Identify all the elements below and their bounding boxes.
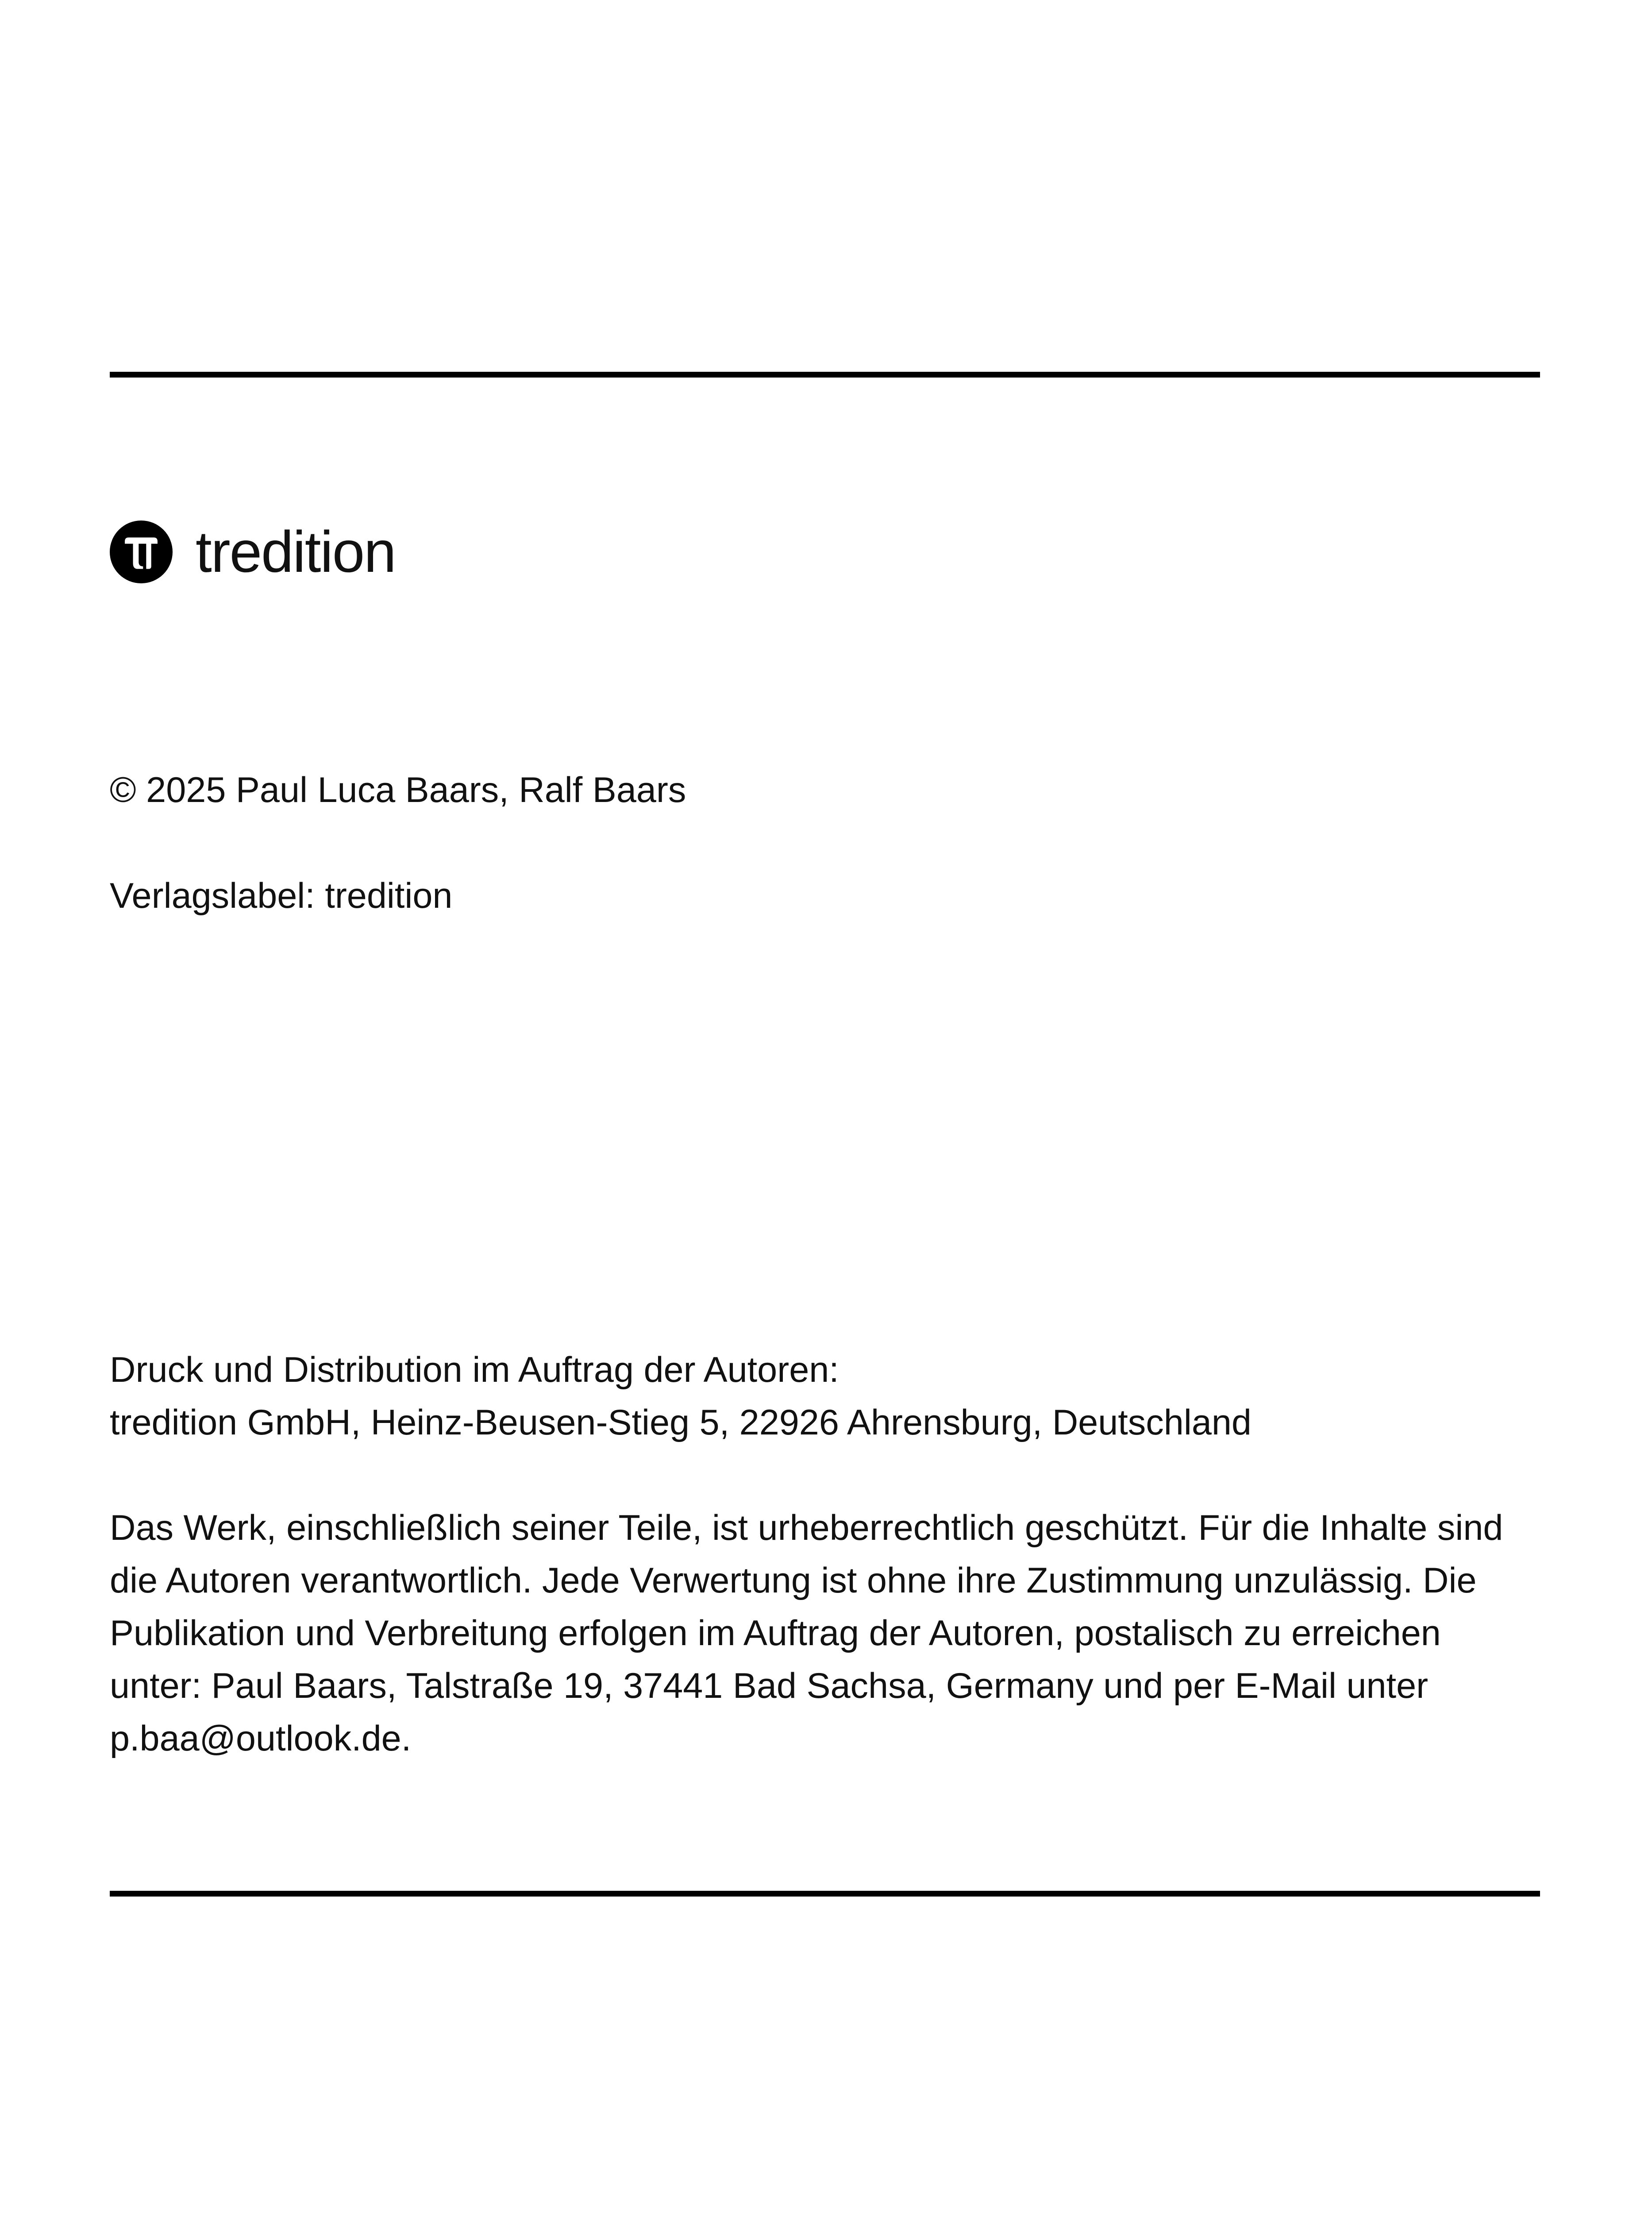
rights-notice-line: unter: Paul Baars, Talstraße 19, 37441 Bad Sachsa, Germany und per E-Mail unter xyxy=(110,1666,1429,1706)
tredition-logo-icon xyxy=(110,520,173,583)
rights-notice-line: Publikation und Verbreitung erfolgen im Auftrag der Autoren, postalisch zu erreichen xyxy=(110,1613,1441,1653)
rights-notice xyxy=(110,1502,1552,1765)
rights-notice-line: Das Werk, einschließlich seiner Teile, ist urheberrechtlich geschützt. Für die Inhalte sind xyxy=(110,1508,1503,1548)
top-divider xyxy=(110,372,1540,378)
publisher-label: Verlagslabel: tredition xyxy=(110,876,453,916)
distribution-address: tredition GmbH, Heinz-Beusen-Stieg 5, 22926 Ahrensburg, Deutschland xyxy=(110,1403,1252,1442)
publisher-logo xyxy=(110,519,396,585)
distribution-heading: Druck und Distribution im Auftrag der Autoren: xyxy=(110,1350,839,1390)
copyright-line: © 2025 Paul Luca Baars, Ralf Baars xyxy=(110,770,686,810)
rights-notice-email-line: p.baa@outlook.de. xyxy=(110,1719,412,1758)
rights-notice-line: die Autoren verantwortlich. Jede Verwertung ist ohne ihre Zustimmung unzulässig. Die xyxy=(110,1561,1477,1600)
bottom-divider xyxy=(110,1891,1540,1897)
logo-wordmark: tredition xyxy=(196,519,396,584)
